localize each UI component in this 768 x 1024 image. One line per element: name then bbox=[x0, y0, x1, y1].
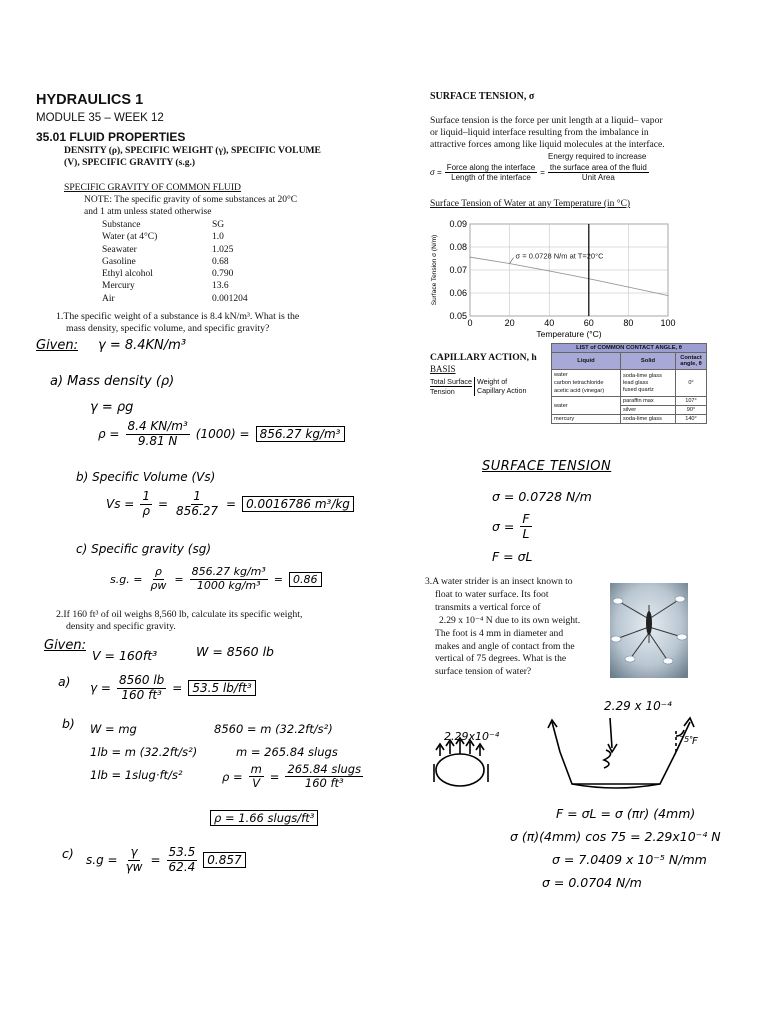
statement-line: transmits a vertical force of bbox=[435, 601, 541, 613]
numerator: 53.5 bbox=[168, 845, 196, 859]
part-c-equation: s.g. = $\frac{\rho}{\rho w}$ = $\frac{\text{856.27 kg/m³}}{\text{1000 kg/m³}}$ = 0.86 bbox=[110, 566, 322, 592]
fraction bbox=[190, 566, 268, 592]
given-value: γ = 8.4KN/m³ bbox=[98, 338, 187, 353]
energy-note: Energy required to increase bbox=[548, 152, 647, 161]
y-tick-label: 0.06 bbox=[449, 288, 467, 298]
density-equation: ρ = $\frac{m}{V}$ = $\frac{\text{265.84 slugs}}{\text{160 ft³}}$ bbox=[222, 762, 362, 791]
numerator: 856.27 kg/m³ bbox=[191, 565, 266, 578]
table-row bbox=[552, 397, 707, 406]
work-line: W = mg bbox=[90, 722, 137, 736]
st-notes-heading: SURFACE TENSION bbox=[482, 459, 612, 474]
capillary-heading: CAPILLARY ACTION, h bbox=[430, 352, 537, 363]
eq-lhs: s.g. = bbox=[110, 572, 143, 586]
table-cell: 107° bbox=[676, 397, 707, 406]
table-cell: Water (at 4°C) bbox=[102, 232, 158, 243]
surface-tension-formula bbox=[430, 152, 670, 188]
denominator: ρ bbox=[142, 503, 150, 518]
table-cell: 140° bbox=[676, 415, 707, 424]
statement-line: 3.A water strider is an insect known to bbox=[425, 576, 573, 587]
answer-box: 0.86 bbox=[289, 572, 322, 587]
answer-box: 53.5 lb/ft³ bbox=[188, 680, 255, 696]
force-sketch bbox=[420, 690, 710, 802]
eq-sign: = bbox=[226, 497, 237, 512]
table-cell: mercury bbox=[552, 415, 621, 424]
basis-text: Weight of bbox=[476, 377, 508, 386]
part-a-formula: γ = ρg bbox=[90, 400, 134, 415]
column-header: SG bbox=[212, 220, 225, 230]
capillary-basis: BASIS bbox=[430, 364, 456, 374]
sigma-symbol: σ = bbox=[430, 168, 442, 178]
basis-text: Total Surface bbox=[430, 377, 472, 386]
problem-2-statement bbox=[56, 609, 302, 633]
work-line: 8560 = m (32.2ft/s²) bbox=[214, 722, 333, 736]
statement-line: density and specific gravity. bbox=[66, 621, 176, 633]
fraction bbox=[126, 420, 190, 449]
basis-right bbox=[475, 377, 527, 396]
contact-angle-table bbox=[551, 343, 707, 424]
solution-line: F = σL = σ (πr) (4mm) bbox=[556, 806, 696, 821]
problem-3-solution bbox=[510, 802, 721, 894]
liquid: carbon tetrachloride bbox=[554, 380, 604, 386]
denominator: ρw bbox=[150, 578, 167, 592]
solid: lead glass bbox=[623, 379, 649, 386]
problem-2-solution bbox=[36, 638, 366, 888]
statement-line: makes and angle of contact from the bbox=[435, 640, 575, 652]
table-title-row bbox=[552, 344, 707, 353]
column-header: Liquid bbox=[552, 353, 621, 370]
work-line: 1lb = m (32.2ft/s²) bbox=[90, 745, 198, 759]
y-axis-label: Surface Tension σ (N/m) bbox=[431, 234, 438, 306]
eq-lhs: γ = bbox=[90, 681, 111, 696]
sg-table bbox=[102, 219, 248, 305]
eq-lhs: ρ = bbox=[222, 769, 243, 784]
solution-line: σ = 7.0409 x 10⁻⁵ N/mm bbox=[552, 852, 707, 867]
basis-left bbox=[430, 377, 475, 396]
capillary-basis-box bbox=[430, 377, 527, 396]
x-tick-label: 0 bbox=[467, 318, 473, 328]
denominator: γw bbox=[125, 859, 143, 874]
eq-lhs: σ = bbox=[492, 519, 515, 535]
solid: soda-lime glass bbox=[623, 372, 662, 379]
problem-1-statement bbox=[56, 311, 299, 335]
subtitle-line: DENSITY (ρ), SPECIFIC WEIGHT (γ), SPECIFIC VOLUME bbox=[64, 145, 321, 156]
part-b-label: b) Specific Volume (Vs) bbox=[76, 470, 216, 484]
numerator: 1 bbox=[193, 489, 201, 503]
formula-row bbox=[430, 163, 649, 182]
fraction bbox=[174, 490, 220, 519]
work-line: 1lb = 1slug·ft/s² bbox=[90, 768, 183, 782]
x-axis-label: Temperature (°C) bbox=[536, 329, 602, 339]
liquid: acetic acid (vinegar) bbox=[554, 388, 605, 394]
table-cell: 90° bbox=[676, 406, 707, 415]
eq-lhs: s.g = bbox=[86, 853, 118, 868]
table-cell: 13.6 bbox=[212, 281, 229, 292]
data-point bbox=[628, 286, 629, 287]
table-row bbox=[552, 415, 707, 424]
table-row bbox=[102, 268, 248, 280]
table-cell bbox=[621, 370, 676, 397]
fraction bbox=[520, 512, 531, 542]
statement-line: The foot is 4 mm in diameter and bbox=[435, 627, 564, 639]
definition-line: Surface tension is the force per unit length at a liquid– vapor bbox=[430, 115, 663, 126]
denominator: 160 ft³ bbox=[121, 687, 162, 702]
chart-title: Surface Tension of Water at any Temperature (in °C) bbox=[430, 199, 631, 209]
solution-line: σ = 0.0704 N/m bbox=[542, 875, 642, 890]
y-tick-label: 0.05 bbox=[449, 311, 467, 321]
part-b-equation bbox=[106, 490, 354, 519]
x-tick-label: 80 bbox=[623, 318, 634, 328]
table-row bbox=[102, 231, 248, 243]
numerator: ρ bbox=[154, 565, 162, 578]
denominator: L bbox=[522, 526, 530, 542]
table-cell: Gasoline bbox=[102, 256, 136, 267]
fraction bbox=[148, 566, 168, 592]
surface-tension-chart bbox=[428, 216, 684, 340]
column-header: Contact angle, θ bbox=[676, 353, 707, 370]
surface-tension-definition bbox=[430, 115, 665, 151]
part-c-label: c) bbox=[62, 846, 74, 861]
table-cell: water bbox=[552, 397, 621, 415]
column-header: Solid bbox=[621, 353, 676, 370]
denominator: Unit Area bbox=[581, 173, 615, 183]
column-header: Substance bbox=[102, 220, 141, 230]
part-b-left-work bbox=[90, 718, 197, 787]
fraction bbox=[445, 163, 538, 182]
solid: fused quartz bbox=[623, 386, 654, 393]
st-note-3: F = σL bbox=[492, 549, 533, 564]
table-cell: soda-lime glass bbox=[621, 415, 676, 424]
y-tick-label: 0.08 bbox=[449, 242, 467, 252]
numerator: γ bbox=[130, 845, 138, 859]
data-point bbox=[469, 257, 470, 258]
x-tick-label: 60 bbox=[583, 318, 594, 328]
st-note-1: σ = 0.0728 N/m bbox=[492, 489, 592, 504]
statement-line: surface tension of water? bbox=[435, 666, 532, 678]
force-label-left: 2.29x10⁻⁴ bbox=[444, 730, 500, 743]
table-row bbox=[102, 256, 248, 268]
table-cell: Seawater bbox=[102, 244, 137, 255]
table-row bbox=[552, 370, 707, 397]
answer-box: 856.27 kg/m³ bbox=[256, 426, 345, 442]
basis-text: Capillary Action bbox=[476, 386, 527, 395]
eq-sign: = bbox=[540, 168, 545, 178]
fraction bbox=[140, 490, 152, 519]
water-strider-image bbox=[610, 583, 688, 678]
table-cell: 0° bbox=[676, 370, 707, 397]
table-header-row bbox=[102, 219, 248, 231]
sg-heading: SPECIFIC GRAVITY OF COMMON FLUID bbox=[64, 182, 241, 193]
denominator: 1000 kg/m³ bbox=[196, 578, 261, 592]
part-b-right-work bbox=[214, 718, 338, 764]
eq-mult: (1000) = bbox=[195, 427, 250, 442]
force-label-top: 2.29 x 10⁻⁴ bbox=[604, 699, 672, 713]
table-row bbox=[102, 280, 248, 292]
given-line bbox=[36, 338, 186, 353]
subtitle-line: (V), SPECIFIC GRAVITY (s.g.) bbox=[64, 157, 196, 168]
table-row bbox=[102, 293, 248, 305]
definition-line: or liquid–liquid interface resulting from the imbalance in bbox=[430, 127, 649, 138]
st-note-2 bbox=[492, 512, 532, 542]
fraction bbox=[548, 163, 649, 182]
part-a-label: a) Mass density (ρ) bbox=[50, 374, 175, 389]
table-title: LIST of COMMON CONTACT ANGLE, θ bbox=[552, 344, 707, 353]
fraction bbox=[124, 846, 145, 875]
part-c-label: c) Specific gravity (sg) bbox=[76, 542, 211, 556]
eq-lhs: ρ = bbox=[98, 427, 120, 442]
given-label: Given: bbox=[44, 638, 86, 653]
numerator: the surface area of the fluid bbox=[549, 163, 647, 172]
document-title: HYDRAULICS 1 bbox=[36, 92, 144, 108]
x-tick-label: 20 bbox=[504, 318, 515, 328]
angle-label: 75° bbox=[679, 735, 694, 744]
numerator: m bbox=[250, 762, 262, 776]
eq-lhs: Vs = bbox=[106, 497, 135, 512]
section-subtitle bbox=[64, 145, 321, 169]
sg-note bbox=[84, 194, 297, 218]
given-weight: W = 8560 lb bbox=[196, 644, 274, 659]
given-label: Given: bbox=[36, 338, 78, 353]
numerator: 1 bbox=[142, 489, 150, 503]
statement-line: float to water surface. Its foot bbox=[435, 588, 549, 600]
work-line: m = 265.84 slugs bbox=[236, 745, 338, 759]
module-label: MODULE 35 – WEEK 12 bbox=[36, 112, 164, 124]
y-tick-label: 0.09 bbox=[449, 219, 467, 229]
part-c-equation: s.g = $\frac{\gamma}{\gamma w}$ = $\frac{53.5}{62.4}$ 0.857 bbox=[86, 846, 246, 875]
x-tick-label: 100 bbox=[660, 318, 676, 328]
statement-line: vertical of 75 degrees. What is the bbox=[435, 653, 567, 665]
table-cell: Mercury bbox=[102, 281, 135, 292]
denominator: V bbox=[252, 776, 261, 791]
fraction bbox=[117, 674, 166, 703]
y-tick-label: 0.07 bbox=[449, 265, 467, 275]
annotation-label: σ = 0.0728 N/m at T=20°C bbox=[515, 251, 604, 261]
part-b-label: b) bbox=[62, 716, 75, 731]
numerator: F bbox=[522, 511, 530, 526]
eq-sign: = bbox=[157, 497, 169, 512]
part-a-equation: γ = $\frac{8560 lb}{\text{160 ft³}}$ = 53.5 lb/ft³ bbox=[90, 674, 256, 703]
problem-3-statement bbox=[425, 576, 580, 679]
basis-text: Tension bbox=[430, 387, 455, 396]
f-label: F bbox=[692, 736, 698, 747]
table-row bbox=[102, 244, 248, 256]
fraction bbox=[167, 846, 198, 875]
data-point bbox=[549, 270, 550, 271]
liquid: water bbox=[554, 372, 568, 378]
table-cell: Air bbox=[102, 293, 115, 304]
note-line: and 1 atm unless stated otherwise bbox=[84, 207, 212, 218]
table-cell: 0.790 bbox=[212, 269, 234, 280]
numerator: 8.4 KN/m³ bbox=[127, 419, 188, 433]
definition-line: attractive forces among like liquid molecules at the interface. bbox=[430, 139, 665, 150]
statement-line: 2.If 160 ft³ of oil weighs 8,560 lb, calculate its specific weight, bbox=[56, 609, 303, 620]
table-cell: 0.001204 bbox=[212, 293, 248, 304]
note-line: NOTE: The specific gravity of some substances at 20°C bbox=[84, 195, 298, 205]
table-header-row bbox=[552, 353, 707, 370]
numerator: 265.84 slugs bbox=[287, 762, 362, 776]
surface-tension-heading: SURFACE TENSION, σ bbox=[430, 91, 535, 102]
table-cell: 1.0 bbox=[212, 232, 224, 243]
given-volume: V = 160ft³ bbox=[92, 648, 158, 663]
numerator: Force along the interface bbox=[446, 163, 536, 172]
x-tick-label: 40 bbox=[544, 318, 555, 328]
section-heading: 35.01 FLUID PROPERTIES bbox=[36, 130, 186, 144]
numerator: 8560 lb bbox=[118, 673, 165, 687]
denominator: 160 ft³ bbox=[304, 776, 344, 791]
fraction bbox=[285, 763, 363, 790]
answer-box: 0.0016786 m³/kg bbox=[242, 496, 354, 512]
denominator: 9.81 N bbox=[137, 433, 178, 448]
part-a-equation bbox=[98, 420, 345, 449]
denominator: Length of the interface bbox=[451, 173, 531, 183]
solution-line: σ (π)(4mm) cos 75 = 2.29x10⁻⁴ N bbox=[510, 829, 721, 844]
table-cell bbox=[552, 370, 621, 397]
table-cell: silver bbox=[621, 406, 676, 415]
data-point bbox=[667, 295, 668, 296]
problem-1-solution bbox=[36, 338, 376, 608]
statement-line: mass density, specific volume, and specific gravity? bbox=[66, 323, 270, 335]
statement-line: 1.The specific weight of a substance is 8.4 kN/m³. What is the bbox=[56, 311, 300, 322]
table-cell: paraffin max bbox=[621, 397, 676, 406]
denominator: 856.27 bbox=[176, 503, 219, 518]
table-cell: Ethyl alcohol bbox=[102, 269, 153, 280]
table-cell: 0.68 bbox=[212, 256, 229, 267]
part-a-label: a) bbox=[58, 674, 71, 689]
answer-box: ρ = 1.66 slugs/ft³ bbox=[210, 810, 318, 826]
answer-box: 0.857 bbox=[203, 852, 245, 868]
statement-line: 2.29 x 10⁻⁴ N due to its own weight. bbox=[439, 614, 581, 626]
table-cell: 1.025 bbox=[212, 244, 234, 255]
fraction bbox=[249, 763, 264, 790]
denominator: 62.4 bbox=[168, 859, 196, 874]
